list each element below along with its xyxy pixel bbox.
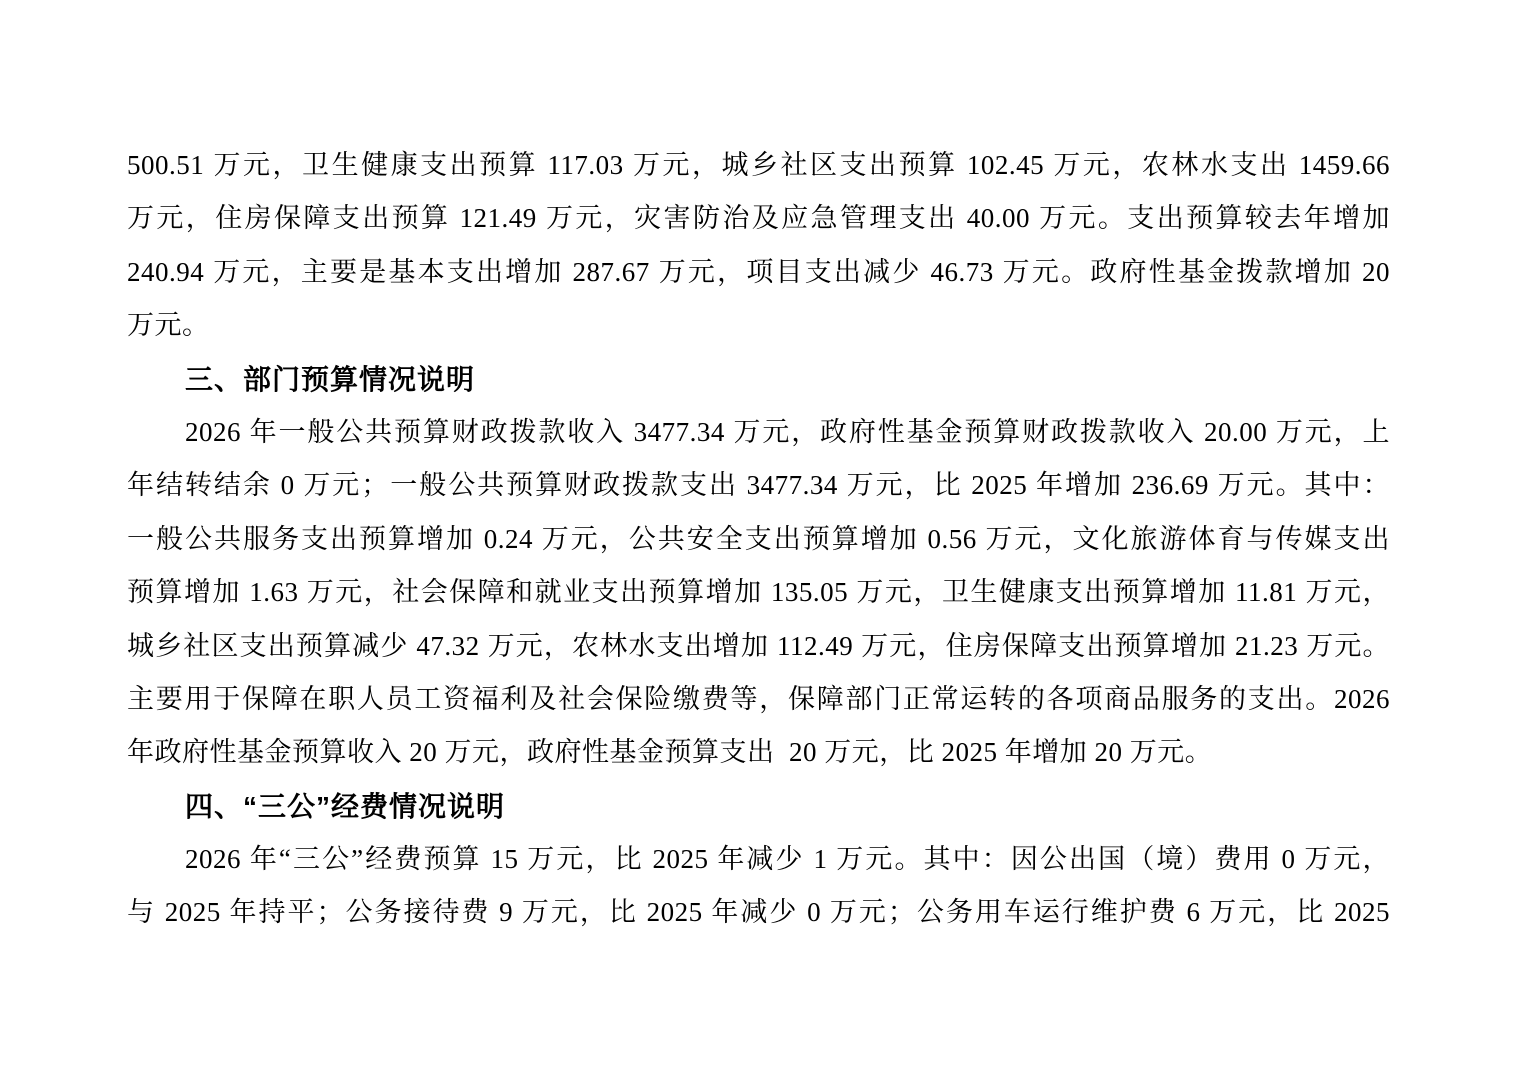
text-line: 2026 年一般公共预算财政拨款收入 3477.34 万元，政府性基金预算财政拨款收入 20.00 万元，上 (185, 416, 1390, 447)
text-line: 万元，住房保障支出预算 121.49 万元，灾害防治及应急管理支出 40.00 万元。支出预算较去年增加 (127, 203, 1390, 234)
text-line: 500.51 万元，卫生健康支出预算 117.03 万元，城乡社区支出预算 102.45 万元，农林水支出 1459.66 (127, 150, 1390, 180)
section-heading: 三、部门预算情况说明 (185, 363, 476, 395)
text-line: 年政府性基金预算收入 20 万元，政府性基金预算支出 20 万元，比 2025 年增加 20 万元。 (127, 737, 1213, 768)
text-line: 2026 年“三公”经费预算 15 万元，比 2025 年减少 1 万元。其中：因公出国（境）费用 0 万元， (185, 844, 1390, 875)
text-line: 主要用于保障在职人员工资福利及社会保险缴费等，保障部门正常运转的各项商品服务的支出。2026 (127, 683, 1390, 714)
text-line: 与 2025 年持平；公务接待费 9 万元，比 2025 年减少 0 万元；公务用车运行维护费 6 万元，比 2025 (127, 897, 1390, 928)
document-text-block (127, 139, 1390, 940)
text-line: 一般公共服务支出预算增加 0.24 万元，公共安全支出预算增加 0.56 万元，文化旅游体育与传媒支出 (127, 523, 1390, 554)
text-line: 城乡社区支出预算减少 47.32 万元，农林水支出增加 112.49 万元，住房保障支出预算增加 21.23 万元。 (127, 630, 1390, 661)
text-line: 万元。 (127, 310, 210, 341)
section-heading: 四、“三公”经费情况说明 (185, 790, 506, 822)
text-line: 预算增加 1.63 万元，社会保障和就业支出预算增加 135.05 万元，卫生健康支出预算增加 11.81 万元， (127, 577, 1390, 608)
text-line: 年结转结余 0 万元；一般公共预算财政拨款支出 3477.34 万元，比 2025 年增加 236.69 万元。其中： (127, 470, 1390, 501)
text-line: 240.94 万元，主要是基本支出增加 287.67 万元，项目支出减少 46.73 万元。政府性基金拨款增加 20 (127, 256, 1390, 287)
